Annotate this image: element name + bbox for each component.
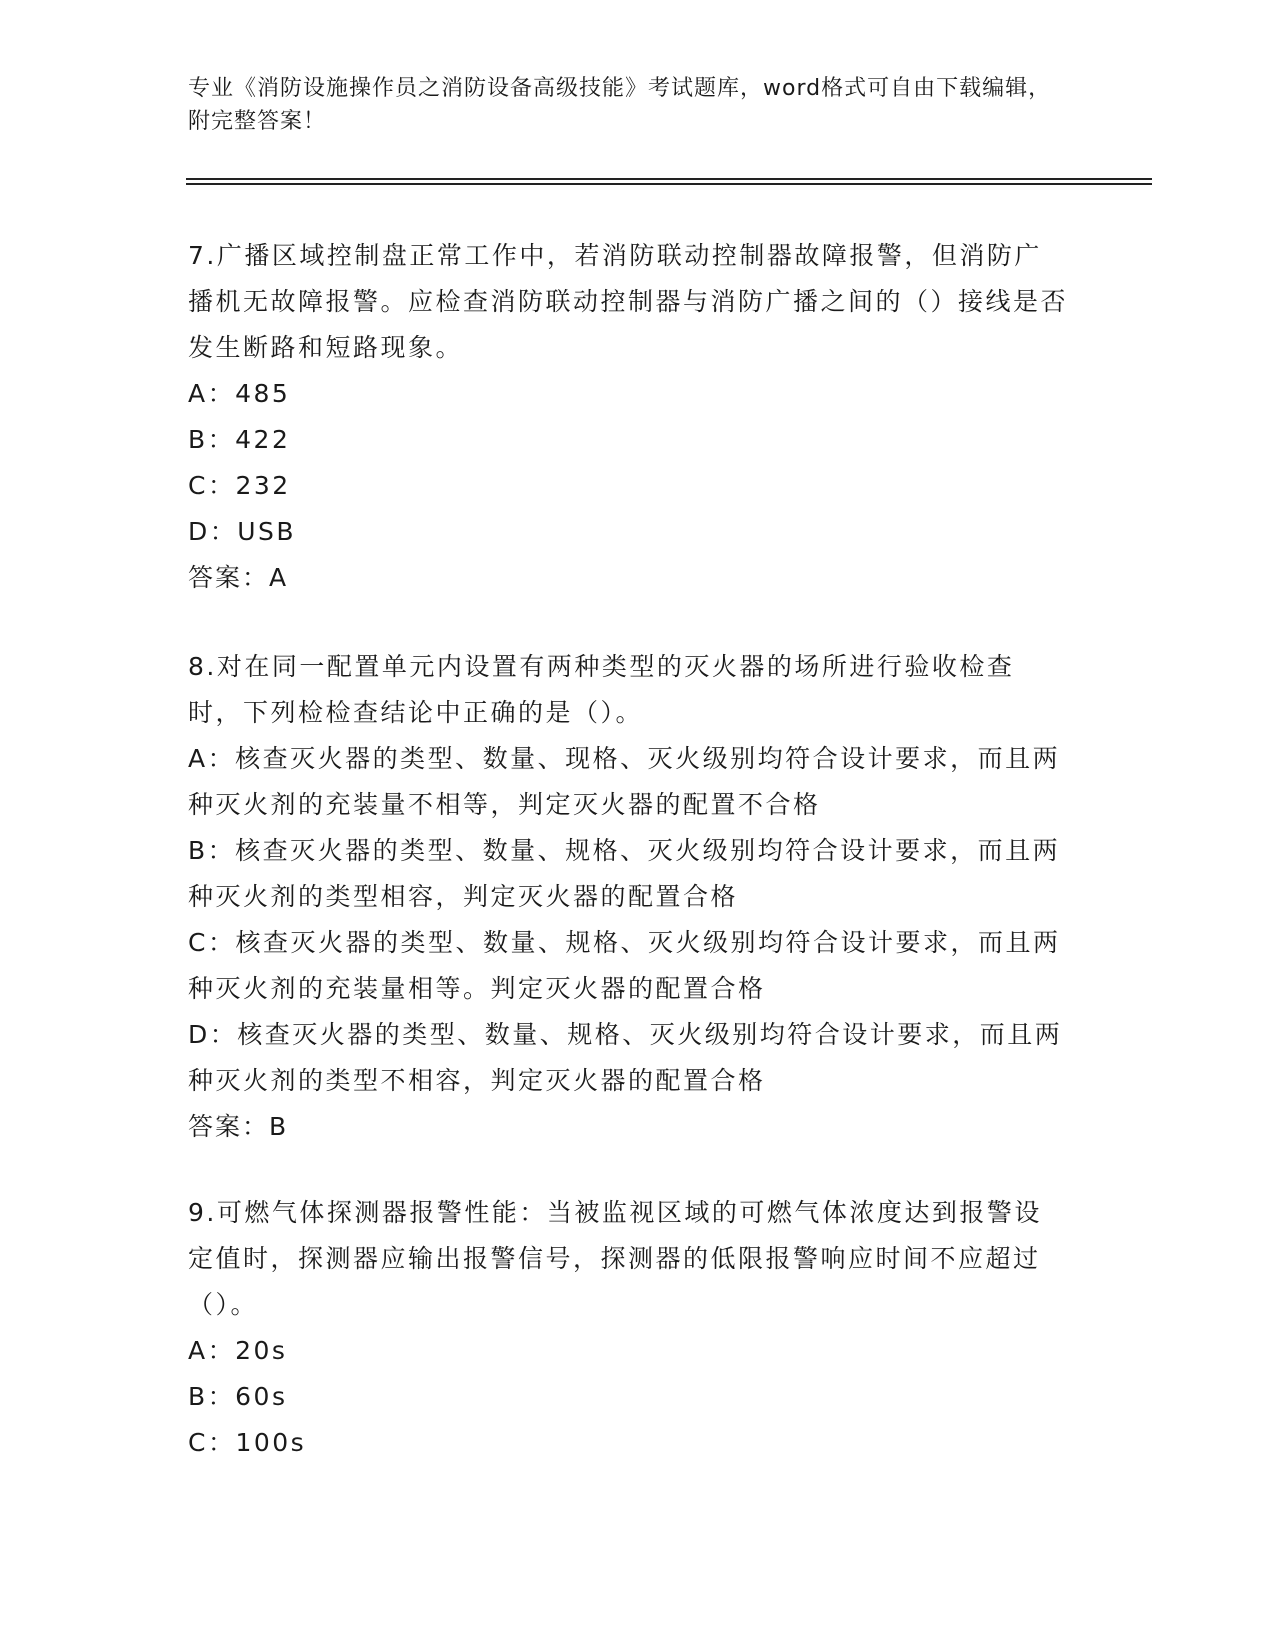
option-c: C：核查灭火器的类型、数量、规格、灭火级别均符合设计要求，而且两种灭火剂的充装量相等。判定灭火器的配置合格 (188, 928, 1061, 1003)
question-8 (188, 644, 1068, 1150)
question-text: 8.对在同一配置单元内设置有两种类型的灭火器的场所进行验收检查时，下列检检查结论中正确的是（）。 (188, 652, 1015, 727)
question-text: 9.可燃气体探测器报警性能：当被监视区域的可燃气体浓度达到报警设定值时，探测器应输出报警信号，探测器的低限报警响应时间不应超过（）。 (188, 1198, 1042, 1319)
option-a: A：20s (188, 1336, 288, 1365)
option-d: D：核查灭火器的类型、数量、规格、灭火级别均符合设计要求，而且两种灭火剂的类型不相容，判定灭火器的配置合格 (188, 1020, 1063, 1095)
option-b: B：核查灭火器的类型、数量、规格、灭火级别均符合设计要求，而且两种灭火剂的类型相容，判定灭火器的配置合格 (188, 836, 1061, 911)
option-d: D：USB (188, 517, 297, 546)
question-text: 7.广播区域控制盘正常工作中，若消防联动控制器故障报警，但消防广播机无故障报警。应检查消防联动控制器与消防广播之间的（）接线是否发生断路和短路现象。 (188, 241, 1069, 362)
option-b: B：422 (188, 425, 291, 454)
answer: 答案：B (188, 1112, 289, 1141)
header-divider-top (186, 178, 1152, 180)
question-9 (188, 1190, 1068, 1466)
answer: 答案：A (188, 563, 289, 592)
option-a: A：485 (188, 379, 291, 408)
header-divider-bottom (186, 183, 1152, 185)
question-7 (188, 233, 1068, 601)
option-c: C：100s (188, 1428, 307, 1457)
option-b: B：60s (188, 1382, 288, 1411)
option-a: A：核查灭火器的类型、数量、现格、灭火级别均符合设计要求，而且两种灭火剂的充装量不相等，判定灭火器的配置不合格 (188, 744, 1061, 819)
option-c: C：232 (188, 471, 291, 500)
document-header: 专业《消防设施操作员之消防设备高级技能》考试题库，word格式可自由下载编辑，附完整答案！ (188, 76, 1052, 134)
